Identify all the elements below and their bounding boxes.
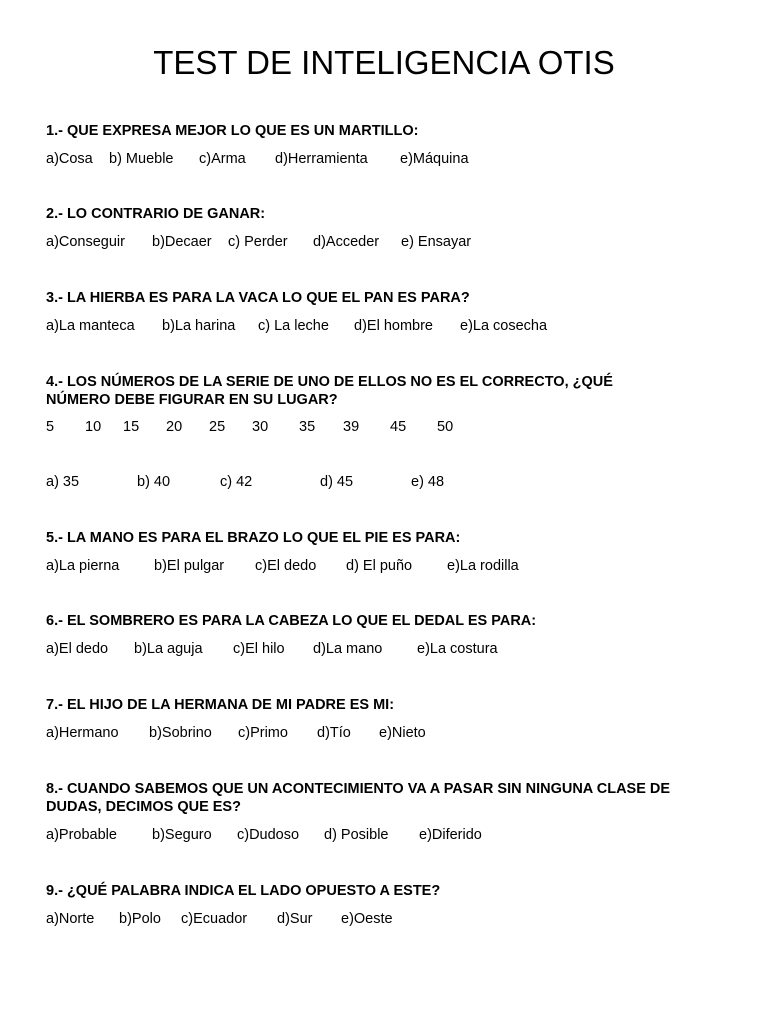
question-1 <box>46 122 726 168</box>
option-e: e)Nieto <box>379 725 426 741</box>
option-d: d)Herramienta <box>275 151 368 167</box>
option-d: d)Acceder <box>313 234 380 250</box>
answer-options <box>46 910 726 928</box>
option-c: c) La leche <box>258 318 329 334</box>
option-b: b)Seguro <box>152 827 212 843</box>
option-d: d) 45 <box>320 474 354 490</box>
option-b: b)Sobrino <box>149 725 212 741</box>
answer-options <box>46 557 726 575</box>
option-a: a)La manteca <box>46 318 135 334</box>
option-a: a)El dedo <box>46 641 109 657</box>
option-c: c)Ecuador <box>181 911 248 927</box>
option-a: a)Cosa <box>46 151 93 167</box>
series-number: 30 <box>252 419 269 435</box>
option-e: e)La rodilla <box>447 558 519 574</box>
answer-options <box>46 640 726 658</box>
option-d: d)Sur <box>277 911 313 927</box>
option-e: e)Diferido <box>419 827 482 843</box>
option-a: a) 35 <box>46 474 80 490</box>
option-c: c)Primo <box>238 725 288 741</box>
question-9 <box>46 882 726 928</box>
answer-options <box>46 233 726 251</box>
answer-options <box>46 724 726 742</box>
answer-options <box>46 826 726 844</box>
question-text: 6.- EL SOMBRERO ES PARA LA CABEZA LO QUE EL DEDAL ES PARA: <box>46 613 537 629</box>
series-number: 39 <box>343 419 360 435</box>
question-6 <box>46 612 726 658</box>
option-d: d)La mano <box>313 641 383 657</box>
option-b: b)Decaer <box>152 234 212 250</box>
question-text <box>46 373 726 409</box>
question-4 <box>46 373 726 491</box>
option-d: d) El puño <box>346 558 413 574</box>
question-2 <box>46 205 726 251</box>
option-c: c)Dudoso <box>237 827 300 843</box>
option-a: a)Norte <box>46 911 95 927</box>
option-c: c)El dedo <box>255 558 317 574</box>
question-3 <box>46 289 726 335</box>
option-b: b) Mueble <box>109 151 174 167</box>
option-e: e)Máquina <box>400 151 469 167</box>
option-a: a)Hermano <box>46 725 119 741</box>
option-d: d)Tío <box>317 725 351 741</box>
option-c: c)El hilo <box>233 641 285 657</box>
option-b: b)Polo <box>119 911 161 927</box>
question-8 <box>46 780 726 844</box>
question-text-line-2: NÚMERO DEBE FIGURAR EN SU LUGAR? <box>46 392 338 408</box>
option-a: a)Probable <box>46 827 117 843</box>
question-text: 1.- QUE EXPRESA MEJOR LO QUE ES UN MARTILLO: <box>46 123 419 139</box>
answer-options <box>46 473 726 491</box>
option-e: e) Ensayar <box>401 234 472 250</box>
option-b: b)El pulgar <box>154 558 225 574</box>
series-number: 15 <box>123 419 140 435</box>
answer-options <box>46 150 726 168</box>
page-title: TEST DE INTELIGENCIA OTIS <box>153 44 615 81</box>
question-text-line-1: 8.- CUANDO SABEMOS QUE UN ACONTECIMIENTO VA A PASAR SIN NINGUNA CLASE DE <box>46 781 671 797</box>
series-number: 25 <box>209 419 226 435</box>
option-d: d) Posible <box>324 827 389 843</box>
number-series <box>46 418 726 436</box>
series-number: 20 <box>166 419 183 435</box>
question-text <box>46 780 726 816</box>
question-text: 2.- LO CONTRARIO DE GANAR: <box>46 206 266 222</box>
series-number: 50 <box>437 419 454 435</box>
question-text: 3.- LA HIERBA ES PARA LA VACA LO QUE EL PAN ES PARA? <box>46 290 470 306</box>
series-number: 10 <box>85 419 102 435</box>
question-text: 7.- EL HIJO DE LA HERMANA DE MI PADRE ES MI: <box>46 697 395 713</box>
option-d: d)El hombre <box>354 318 433 334</box>
series-number: 45 <box>390 419 407 435</box>
question-5 <box>46 529 726 575</box>
option-b: b)La harina <box>162 318 236 334</box>
answer-options <box>46 317 726 335</box>
option-b: b)La aguja <box>134 641 203 657</box>
question-text: 5.- LA MANO ES PARA EL BRAZO LO QUE EL PIE ES PARA: <box>46 530 461 546</box>
option-c: c) 42 <box>220 474 253 490</box>
option-a: a)Conseguir <box>46 234 125 250</box>
question-text: 9.- ¿QUÉ PALABRA INDICA EL LADO OPUESTO A ESTE? <box>46 883 441 899</box>
option-e: e)Oeste <box>341 911 393 927</box>
option-b: b) 40 <box>137 474 171 490</box>
option-c: c) Perder <box>228 234 288 250</box>
option-e: e)La cosecha <box>460 318 548 334</box>
question-7 <box>46 696 726 742</box>
question-text-line-2: DUDAS, DECIMOS QUE ES? <box>46 799 241 815</box>
option-e: e)La costura <box>417 641 498 657</box>
series-number: 5 <box>46 419 55 435</box>
series-number: 35 <box>299 419 316 435</box>
option-c: c)Arma <box>199 151 246 167</box>
option-e: e) 48 <box>411 474 445 490</box>
question-text-line-1: 4.- LOS NÚMEROS DE LA SERIE DE UNO DE ELLOS NO ES EL CORRECTO, ¿QUÉ <box>46 374 613 390</box>
option-a: a)La pierna <box>46 558 120 574</box>
